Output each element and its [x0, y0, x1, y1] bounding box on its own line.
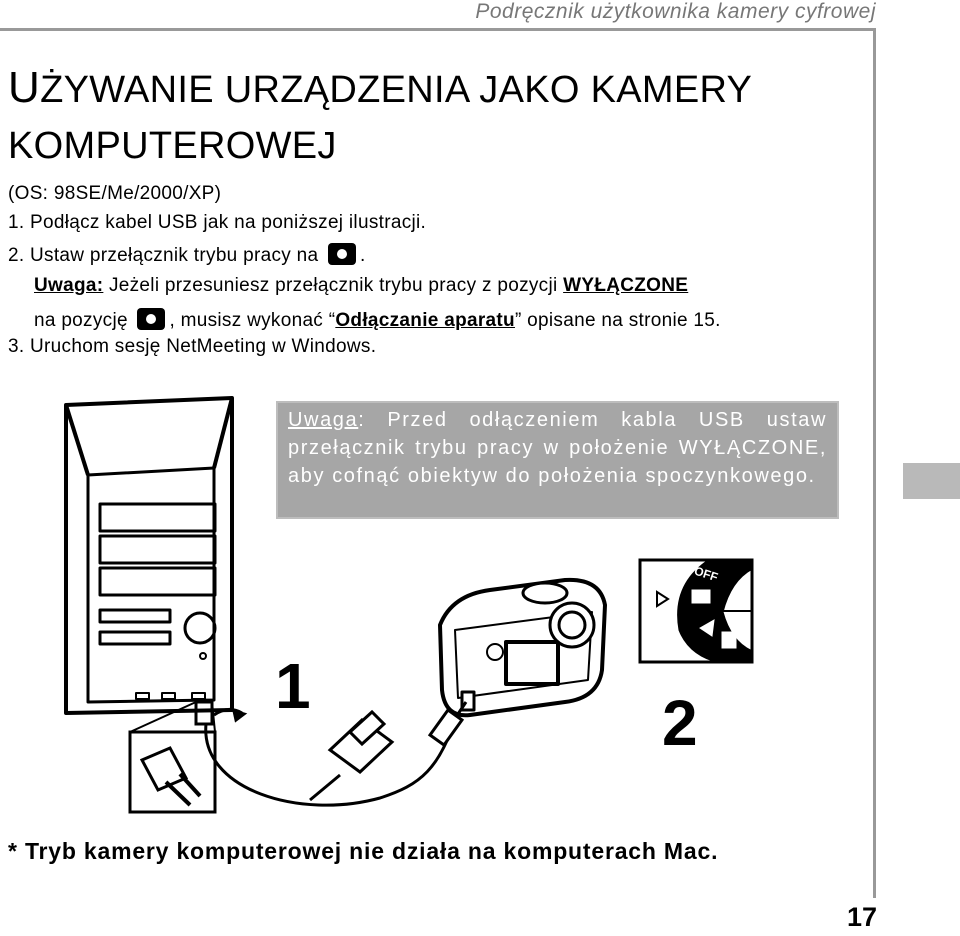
note-off-label: WYŁĄCZONE — [563, 275, 689, 296]
note-text-d: ” opisane na stronie 15. — [514, 310, 721, 331]
camera-mode-icon-2 — [137, 308, 165, 330]
warning-label: Uwaga — [288, 409, 359, 431]
note-line-1 — [34, 275, 688, 297]
step-1-label: 1 — [275, 650, 311, 722]
warning-text-2: , aby cofnąć obiektyw do położenia spoczynkowego. — [288, 437, 827, 487]
usb-plug-large-icon — [310, 712, 392, 800]
step-1: 1. Podłącz kabel USB jak na poniższej ilustracji. — [8, 212, 427, 233]
warning-text-1: : Przed odłączeniem kabla USB ustaw przełącznik trybu pracy w położenie — [288, 409, 827, 459]
page-number: 17 — [847, 902, 878, 932]
note-disconnect-ref: Odłączanie aparatu — [335, 310, 515, 331]
camera-mode-dial-icon — [692, 590, 710, 603]
title-line1: ŻYWANIE URZĄDZENIA JAKO KAMERY — [40, 69, 753, 111]
usb-warning-box — [276, 401, 839, 519]
warning-off-label: WYŁĄCZONE — [678, 437, 820, 459]
mac-footnote: * Tryb kamery komputerowej nie działa na komputerach Mac. — [8, 838, 719, 864]
page-header: Podręcznik użytkownika kamery cyfrowej — [475, 0, 876, 23]
note-text-c: , musisz wykonać “ — [169, 310, 336, 331]
step-2-text: 2. Ustaw przełącznik trybu pracy na — [8, 245, 319, 266]
note-line-2 — [34, 308, 721, 332]
digital-camera-icon — [440, 580, 605, 715]
step-2-end: . — [360, 245, 366, 266]
step-2-label: 2 — [662, 687, 698, 759]
title-initial: U — [8, 63, 41, 112]
usb-cable — [206, 710, 458, 805]
usb-plug-camera — [430, 702, 466, 745]
os-line: (OS: 98SE/Me/2000/XP) — [8, 183, 222, 204]
dial-off-label: OFF — [692, 563, 720, 585]
note-text-a: Jeżeli przesuniesz przełącznik trybu pracy z pozycji — [108, 275, 558, 296]
note-text-b: na pozycję — [34, 310, 128, 331]
step-3: 3. Uruchom sesję NetMeeting w Windows. — [8, 336, 377, 357]
connector-zoom-callout — [130, 702, 215, 812]
title-line2: KOMPUTEROWEJ — [8, 125, 337, 167]
note-label: Uwaga: — [34, 275, 104, 296]
camera-mode-icon — [328, 243, 356, 265]
pc-tower-icon — [66, 398, 232, 713]
chapter-tab — [903, 463, 960, 499]
step-2 — [8, 243, 366, 267]
header-rule — [0, 28, 876, 31]
section-title — [8, 60, 752, 174]
